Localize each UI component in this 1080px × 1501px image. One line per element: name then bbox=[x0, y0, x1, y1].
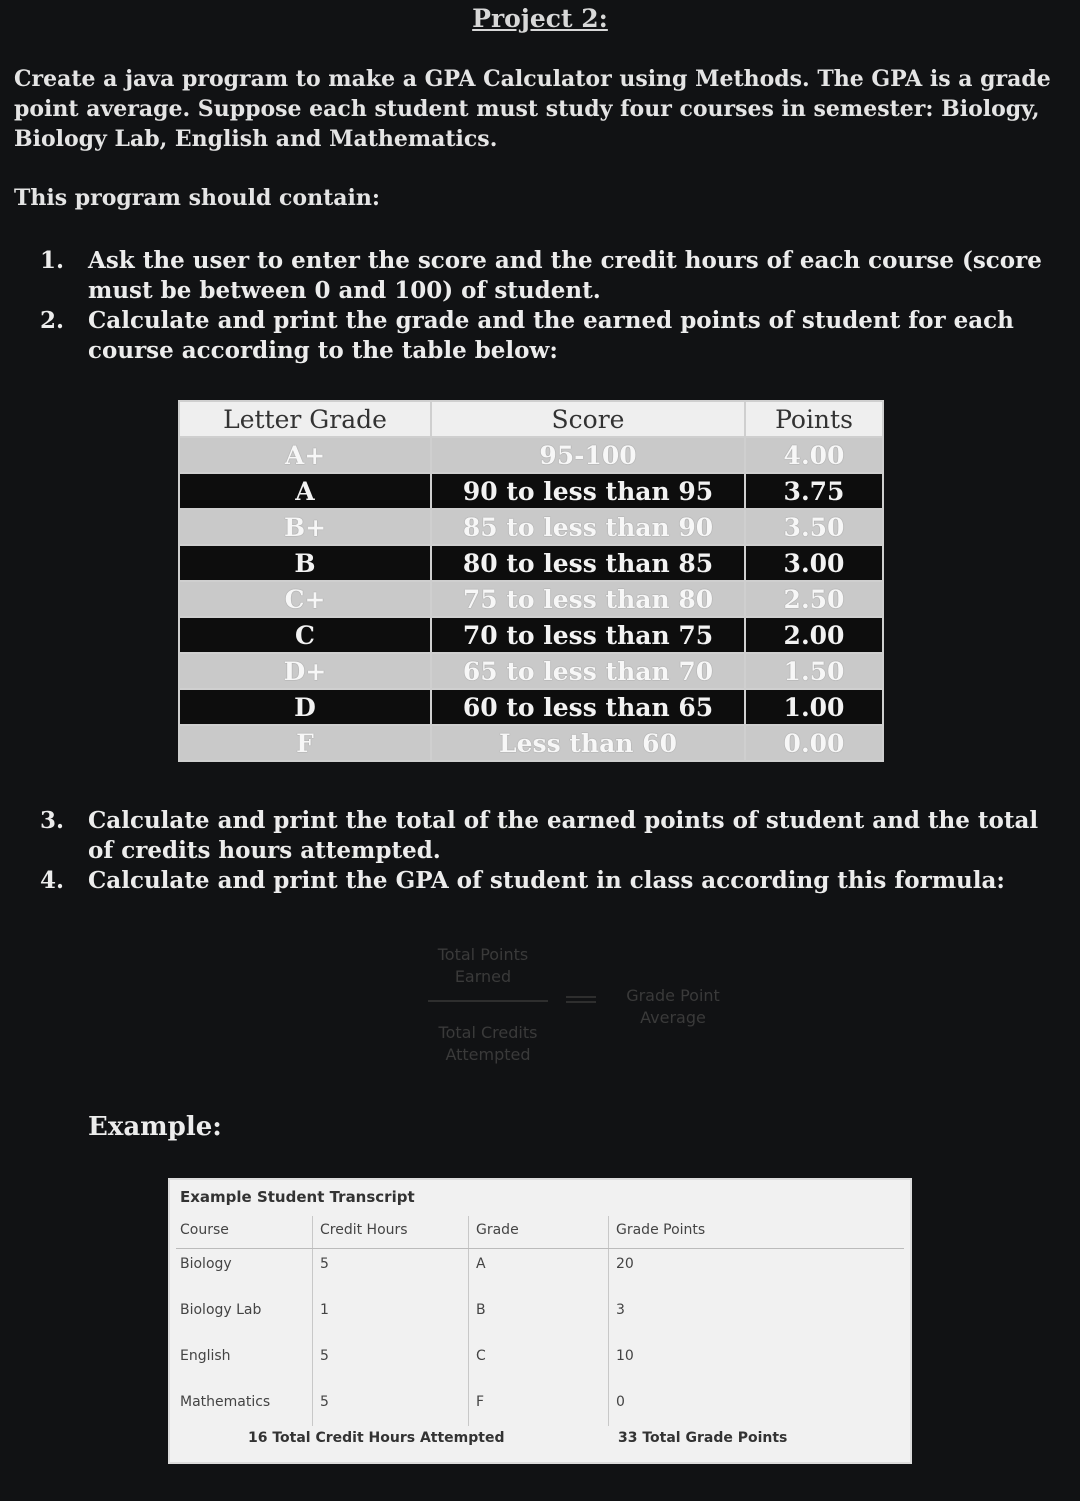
transcript-credit-cell: 5 bbox=[320, 1348, 329, 1364]
score-range-cell: 60 to less than 65 bbox=[431, 689, 745, 725]
grade-table-row bbox=[179, 689, 883, 725]
score-range-cell: 90 to less than 95 bbox=[431, 473, 745, 509]
score-range-cell: 95-100 bbox=[431, 437, 745, 473]
letter-grade-cell: F bbox=[179, 725, 431, 761]
grade-table-row bbox=[179, 545, 883, 581]
grade-table-row bbox=[179, 653, 883, 689]
transcript-title: Example Student Transcript bbox=[180, 1188, 415, 1206]
letter-grade-cell: A bbox=[179, 473, 431, 509]
points-cell: 1.00 bbox=[745, 689, 883, 725]
requirement-number: 2. bbox=[40, 307, 65, 334]
grade-table-row bbox=[179, 617, 883, 653]
letter-grade-cell: A+ bbox=[179, 437, 431, 473]
transcript-course-cell: English bbox=[180, 1348, 231, 1364]
requirement-text: Ask the user to enter the score and the credit hours of each course (score must be between 0 and 100) of student. bbox=[88, 247, 1042, 304]
requirements-list-part2 bbox=[40, 806, 1060, 896]
letter-grade-cell: B bbox=[179, 545, 431, 581]
transcript-points-cell: 0 bbox=[616, 1394, 625, 1410]
requirement-text: Calculate and print the grade and the earned points of student for each course according to the table below: bbox=[88, 307, 1014, 364]
formula-result: Grade Point Average bbox=[626, 986, 720, 1027]
letter-grade-cell: C bbox=[179, 617, 431, 653]
transcript-header-grade: Grade bbox=[476, 1222, 519, 1238]
grade-table-body bbox=[179, 437, 883, 761]
requirement-item bbox=[40, 806, 1060, 866]
points-cell: 3.00 bbox=[745, 545, 883, 581]
points-cell: 3.50 bbox=[745, 509, 883, 545]
example-label: Example: bbox=[88, 1112, 222, 1142]
requirement-text: Calculate and print the GPA of student in class according this formula: bbox=[88, 867, 1005, 894]
requirement-item bbox=[40, 866, 1060, 896]
grade-table-header-row bbox=[179, 401, 883, 437]
requirement-item bbox=[40, 246, 1060, 306]
score-range-cell: 75 to less than 80 bbox=[431, 581, 745, 617]
formula-denominator: Total Credits Attempted bbox=[438, 1023, 538, 1064]
grade-table-row bbox=[179, 509, 883, 545]
score-range-cell: 70 to less than 75 bbox=[431, 617, 745, 653]
transcript-header-row bbox=[176, 1222, 904, 1249]
grade-table-row bbox=[179, 473, 883, 509]
total-grade-points: 33 Total Grade Points bbox=[618, 1430, 788, 1446]
score-range-cell: 65 to less than 70 bbox=[431, 653, 745, 689]
letter-grade-cell: D bbox=[179, 689, 431, 725]
formula-fraction-line bbox=[428, 1000, 548, 1002]
points-cell: 4.00 bbox=[745, 437, 883, 473]
transcript-points-cell: 10 bbox=[616, 1348, 634, 1364]
transcript-course-cell: Biology bbox=[180, 1256, 232, 1272]
letter-grade-cell: D+ bbox=[179, 653, 431, 689]
requirement-item bbox=[40, 306, 1060, 366]
points-cell: 3.75 bbox=[745, 473, 883, 509]
grade-table-row bbox=[179, 725, 883, 761]
requirement-number: 1. bbox=[40, 247, 65, 274]
formula-numerator: Total Points Earned bbox=[437, 945, 529, 986]
header-score: Score bbox=[431, 401, 745, 437]
transcript-header-grade-points: Grade Points bbox=[616, 1222, 706, 1238]
transcript-course-cell: Biology Lab bbox=[180, 1302, 262, 1318]
transcript-grade-cell: F bbox=[476, 1394, 485, 1410]
score-range-cell: 85 to less than 90 bbox=[431, 509, 745, 545]
transcript-course-cell: Mathematics bbox=[180, 1394, 271, 1410]
points-cell: 0.00 bbox=[745, 725, 883, 761]
transcript-points-cell: 20 bbox=[616, 1256, 634, 1272]
transcript-credit-cell: 1 bbox=[320, 1302, 329, 1318]
grade-table-row bbox=[179, 581, 883, 617]
formula-equals-sign bbox=[566, 996, 596, 1003]
points-cell: 2.00 bbox=[745, 617, 883, 653]
letter-grade-cell: C+ bbox=[179, 581, 431, 617]
example-transcript bbox=[168, 1178, 912, 1464]
transcript-grade-cell: C bbox=[476, 1348, 486, 1364]
project-title: Project 2: bbox=[472, 4, 608, 33]
points-cell: 1.50 bbox=[745, 653, 883, 689]
transcript-header-credit-hours: Credit Hours bbox=[320, 1222, 408, 1238]
requirements-list-part1 bbox=[40, 246, 1060, 366]
requirement-number: 3. bbox=[40, 807, 65, 834]
grade-scale-table bbox=[178, 400, 884, 762]
transcript-header-course: Course bbox=[180, 1222, 229, 1238]
requirement-text: Calculate and print the total of the earned points of student and the total of credits hours attempted. bbox=[88, 807, 1039, 864]
score-range-cell: Less than 60 bbox=[431, 725, 745, 761]
points-cell: 2.50 bbox=[745, 581, 883, 617]
letter-grade-cell: B+ bbox=[179, 509, 431, 545]
requirement-number: 4. bbox=[40, 867, 65, 894]
grade-table-row bbox=[179, 437, 883, 473]
transcript-credit-cell: 5 bbox=[320, 1256, 329, 1272]
transcript-points-cell: 3 bbox=[616, 1302, 625, 1318]
transcript-grade-cell: B bbox=[476, 1302, 486, 1318]
intro-paragraph: Create a java program to make a GPA Calculator using Methods. The GPA is a grade point average. Suppose each student must study four courses in semester: Biology, Biology Lab, English and Mathematics. bbox=[14, 66, 1051, 152]
requirements-subheading: This program should contain: bbox=[14, 185, 380, 211]
transcript-credit-cell: 5 bbox=[320, 1394, 329, 1410]
header-points: Points bbox=[745, 401, 883, 437]
header-letter-grade: Letter Grade bbox=[179, 401, 431, 437]
total-credit-hours: 16 Total Credit Hours Attempted bbox=[248, 1430, 505, 1446]
score-range-cell: 80 to less than 85 bbox=[431, 545, 745, 581]
transcript-grade-cell: A bbox=[476, 1256, 486, 1272]
